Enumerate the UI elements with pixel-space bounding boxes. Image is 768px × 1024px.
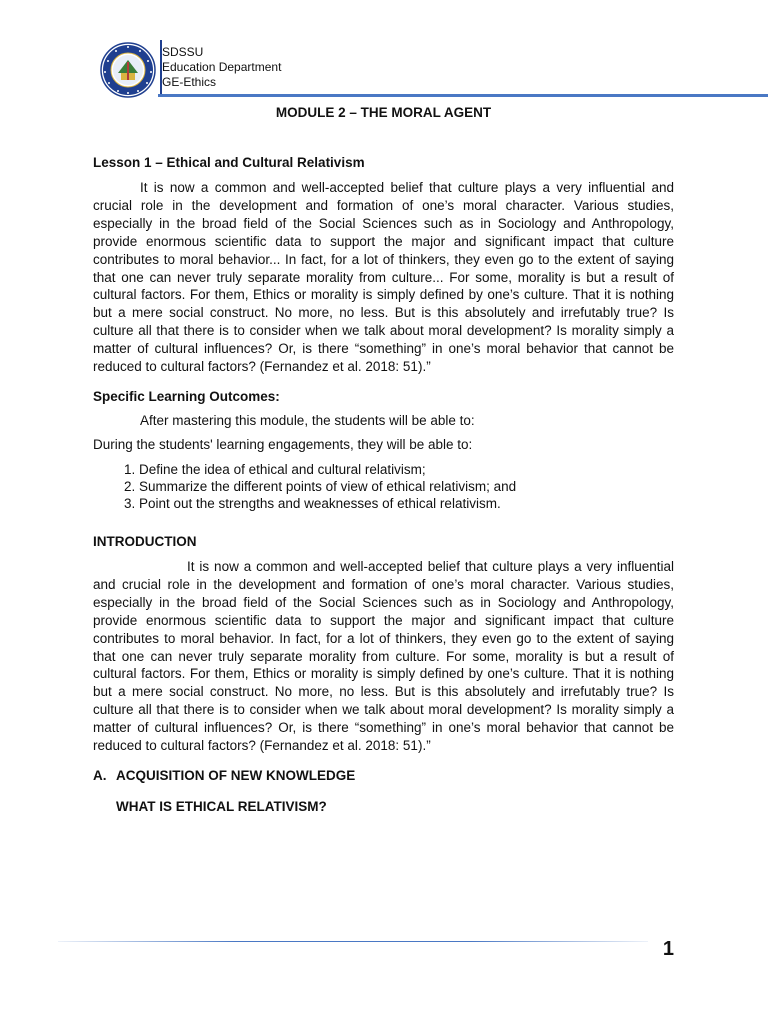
header-course: GE-Ethics	[162, 75, 217, 89]
outcome-item: 3. Point out the strengths and weaknesses of ethical relativism.	[139, 495, 674, 512]
section-a-subheading: WHAT IS ETHICAL RELATIVISM?	[116, 798, 327, 814]
outcomes-list	[93, 461, 674, 512]
section-a-heading	[93, 768, 674, 783]
section-a-title: ACQUISITION OF NEW KNOWLEDGE	[116, 767, 356, 783]
header-department: Education Department	[162, 60, 282, 74]
page-number: 1	[662, 938, 674, 960]
header-text-block	[162, 45, 281, 90]
outcome-item: 1. Define the idea of ethical and cultural relativism;	[139, 461, 674, 478]
module-title: MODULE 2 – THE MORAL AGENT	[275, 105, 492, 120]
footer-rule	[58, 941, 648, 942]
outcomes-intro-engagement: During the students' learning engagements, they will be able to:	[93, 436, 473, 452]
outcome-item: 2. Summarize the different points of view of ethical relativism; and	[139, 478, 674, 495]
lesson-paragraph: It is now a common and well-accepted belief that culture plays a very influential and crucial role in the development and formation of one’s moral character. Various studies, especially in the broad field of the Social Sciences such as in Sociology and Anthropology, provide enormous scientific data to support the major and significant impact that culture contributes to moral behavior... In fact, for a lot of thinkers, they even go to the extent of saying that one can never truly separate morality from culture... For some, morality is but a result of cultural factors. For them, Ethics or morality is simply defined by one’s culture. That it is nothing but a mere social construct. No more, no less. But is this absolutely and irrefutably true? Is culture all that there is to consider when we talk about moral development? Is morality simply a matter of cultural influences? Or, is there “something” in one’s moral behavior that cannot be reduced to cultural factors? (Fernandez et al. 2018: 51).”	[93, 180, 674, 375]
outcomes-intro-mastery: After mastering this module, the students will be able to:	[140, 412, 475, 428]
university-seal-logo	[100, 42, 156, 98]
introduction-heading: INTRODUCTION	[93, 533, 197, 549]
document-body	[93, 105, 674, 814]
header-rule	[158, 94, 768, 97]
header-institution: SDSSU	[162, 45, 204, 59]
lesson-title: Lesson 1 – Ethical and Cultural Relativism	[93, 155, 365, 170]
introduction-paragraph: It is now a common and well-accepted belief that culture plays a very influential and crucial role in the development and formation of one’s moral character. Various studies, especially in the broad field of the Social Sciences such as in Sociology and Anthropology, provide enormous scientific data to support the major and significant impact that culture contributes to moral behavior. In fact, for a lot of thinkers, they even go to the extent of saying that one can never truly separate morality from culture. For some, morality is but a result of cultural factors. For them, Ethics or morality is simply defined by one’s culture. That it is nothing but a mere social construct. No more, no less. But is this absolutely and irrefutably true? Is culture all that there is to consider when we talk about moral development? Is morality simply a matter of cultural influences? Or, is there “something” in one’s moral behavior that cannot be reduced to cultural factors? (Fernandez et al. 2018: 51).”	[93, 558, 674, 754]
document-header	[100, 40, 690, 96]
outcomes-heading: Specific Learning Outcomes:	[93, 388, 280, 404]
section-a-letter: A.	[93, 767, 107, 783]
